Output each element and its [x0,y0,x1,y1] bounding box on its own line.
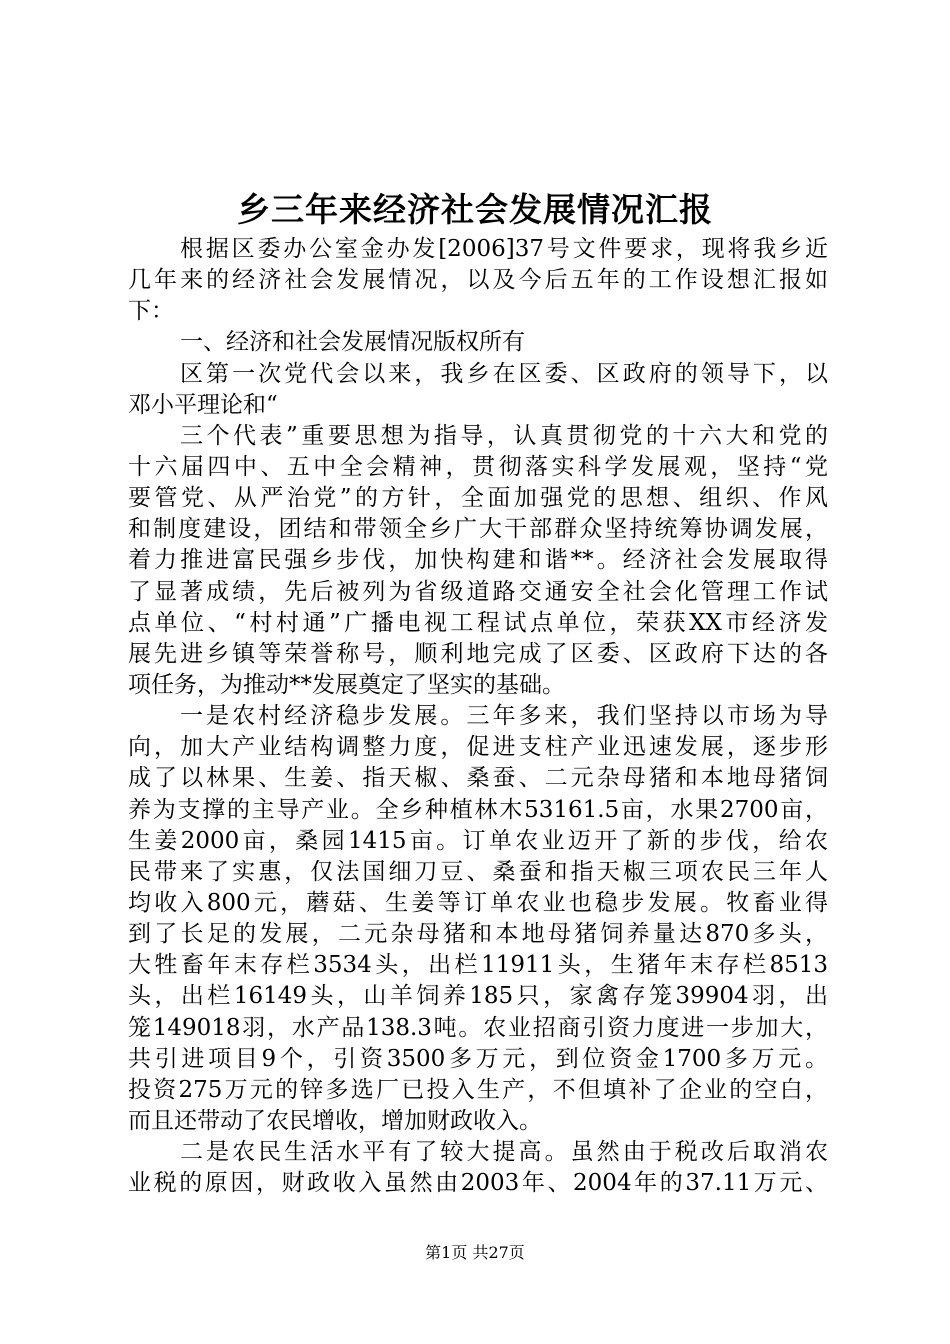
body-line: 一是农村经济稳步发展。三年多来，我们坚持以市场为导 [180,703,828,730]
body-line: 下： [128,298,174,325]
body-line: 三个代表”重要思想为指导，认真贯彻党的十六大和党的 [180,422,828,449]
section-heading: 一、经济和社会发展情况版权所有 [180,329,525,356]
body-line: 区第一次党代会以来，我乡在区委、区政府的领导下，以 [180,360,828,387]
document-title: 乡三年来经济社会发展情况汇报 [237,190,713,229]
body-line: 投资275万元的锌多选厂已投入生产，不但填补了企业的空白， [128,1076,828,1103]
body-line: 养为支撑的主导产业。全乡种植林木53161.5亩，水果2700亩， [128,796,828,823]
body-line: 业税的原因，财政收入虽然由2003年、2004年的37.11万元、 [128,1170,828,1197]
body-line: 几年来的经济社会发展情况，以及今后五年的工作设想汇报如 [128,267,828,294]
body-line: 要管党、从严治党”的方针，全面加强党的思想、组织、作风 [128,485,828,512]
body-line: 二是农民生活水平有了较大提高。虽然由于税改后取消农 [180,1139,828,1166]
body-line: 了显著成绩，先后被列为省级道路交通安全社会化管理工作试 [128,578,828,605]
body-line: 笼149018羽，水产品138.3吨。农业招商引资力度进一步加大， [128,1014,828,1041]
body-line: 向，加大产业结构调整力度，促进支柱产业迅速发展，逐步形 [128,734,828,761]
body-line: 和制度建设，团结和带领全乡广大干部群众坚持统筹协调发展， [128,516,828,543]
body-line: 到了长足的发展，二元杂母猪和本地母猪饲养量达870多头， [128,921,828,948]
page-number-footer: 第1页 共27页 [425,1243,525,1262]
body-line: 点单位、“村村通”广播电视工程试点单位，荣获XX市经济发 [128,609,828,636]
body-line: 而且还带动了农民增收，增加财政收入。 [128,1107,542,1134]
body-line: 十六届四中、五中全会精神，贯彻落实科学发展观，坚持“党 [128,453,828,480]
body-line: 共引进项目9个，引资3500多万元，到位资金1700多万元。 [128,1045,828,1072]
body-line: 成了以林果、生姜、指天椒、桑蚕、二元杂母猪和本地母猪饲 [128,765,828,792]
body-line: 大牲畜年末存栏3534头，出栏11911头，生猪年末存栏8513 [128,952,828,979]
body-line: 民带来了实惠，仅法国细刀豆、桑蚕和指天椒三项农民三年人 [128,858,828,885]
body-line: 生姜2000亩，桑园1415亩。订单农业迈开了新的步伐，给农 [128,827,828,854]
body-line: 邓小平理论和“ [128,391,278,418]
body-line: 根据区委办公室金办发[2006]37号文件要求，现将我乡近 [180,236,828,262]
body-line: 项任务，为推动**发展奠定了坚实的基础。 [128,671,565,698]
body-line: 展先进乡镇等荣誉称号，顺利地完成了区委、区政府下达的各 [128,640,828,667]
body-line: 头，出栏16149头，山羊饲养185只，家禽存笼39904羽，出 [128,983,828,1010]
document-body [128,234,828,1199]
body-line: 着力推进富民强乡步伐，加快构建和谐**。经济社会发展取得 [128,547,828,574]
body-line: 均收入800元，蘑菇、生姜等订单农业也稳步发展。牧畜业得 [128,889,828,916]
